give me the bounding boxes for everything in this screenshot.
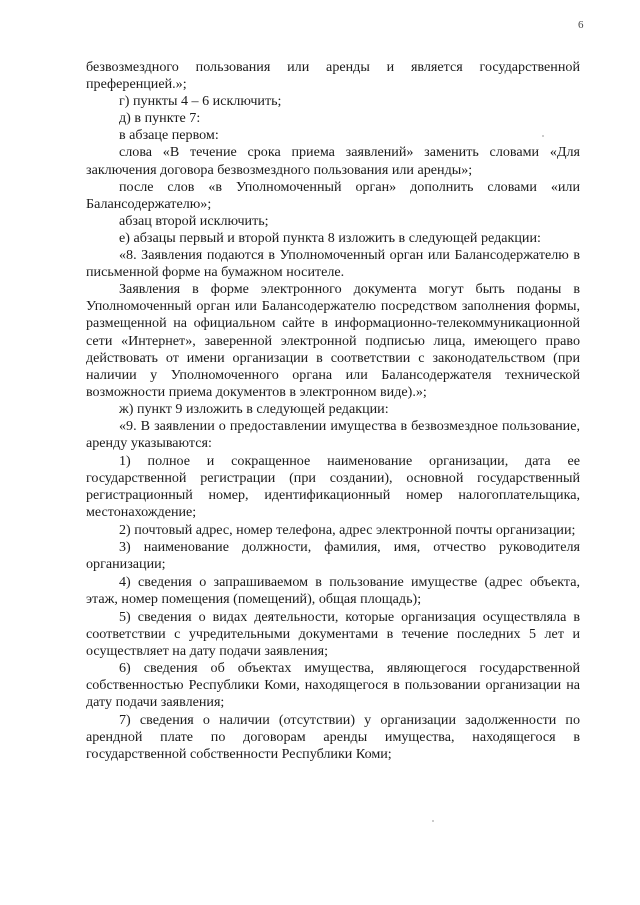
paragraph: слова «В течение срока приема заявлений» заменить словами «Для заключения договора безвозмездного пользования или аренды»;	[86, 144, 580, 178]
paragraph: г) пункты 4 – 6 исключить;	[119, 93, 282, 110]
scan-speck	[542, 135, 544, 137]
list-item: 2) почтовый адрес, номер телефона, адрес электронной почты организации;	[119, 521, 576, 538]
scan-speck	[432, 820, 434, 822]
paragraph: д) в пункте 7:	[119, 110, 201, 127]
list-item: 7) сведения о наличии (отсутствии) у организации задолженности по арендной плате по договорам аренды имущества, находящегося в государственной собственности Республики Коми;	[86, 712, 580, 763]
list-item: 6) сведения об объектах имущества, являющегося государственной собственностью Республики Коми, находящегося в пользовании организации на дату подачи заявления;	[86, 660, 580, 711]
paragraph: после слов «в Уполномоченный орган» дополнить словами «или Балансодержателю»;	[86, 178, 580, 212]
list-item: 4) сведения о запрашиваемом в пользование имуществе (адрес объекта, этаж, номер помещения (помещений), общая площадь);	[86, 573, 580, 607]
paragraph: е) абзацы первый и второй пункта 8 изложить в следующей редакции:	[119, 229, 541, 246]
list-item: 1) полное и сокращенное наименование организации, дата ее государственной регистрации (при создании), основной государственный регистрационный номер, идентификационный номер налогоплательщика, местонахождение;	[86, 452, 580, 520]
paragraph: безвозмездного пользования или аренды и является государственной преференцией.»;	[86, 59, 580, 93]
document-body	[86, 59, 580, 763]
page-number: 6	[578, 19, 584, 31]
paragraph: абзац второй исключить;	[119, 212, 269, 229]
paragraph: Заявления в форме электронного документа могут быть поданы в Уполномоченный орган или Балансодержателю посредством заполнения формы, размещенной на официальном сайте в информационно-телекоммуникационной сети «Интернет», заверенной электронной подписью лица, имеющего право действовать от имени организации в соответствии с законодательством (при наличии у Уполномоченного органа или Балансодержателя технической возможности приема документов в электронном виде).»;	[86, 281, 580, 400]
paragraph: «8. Заявления подаются в Уполномоченный орган или Балансодержателю в письменной форме на бумажном носителе.	[86, 247, 580, 281]
paragraph: «9. В заявлении о предоставлении имущества в безвозмездное пользование, аренду указываются:	[86, 417, 580, 452]
paragraph: ж) пункт 9 изложить в следующей редакции:	[119, 400, 389, 417]
list-item: 5) сведения о видах деятельности, которые организация осуществляла в соответствии с учредительными документами в течение последних 5 лет и осуществляет на дату подачи заявления;	[86, 608, 580, 659]
paragraph: в абзаце первом:	[119, 127, 219, 144]
list-item: 3) наименование должности, фамилия, имя, отчество руководителя организации;	[86, 539, 580, 573]
